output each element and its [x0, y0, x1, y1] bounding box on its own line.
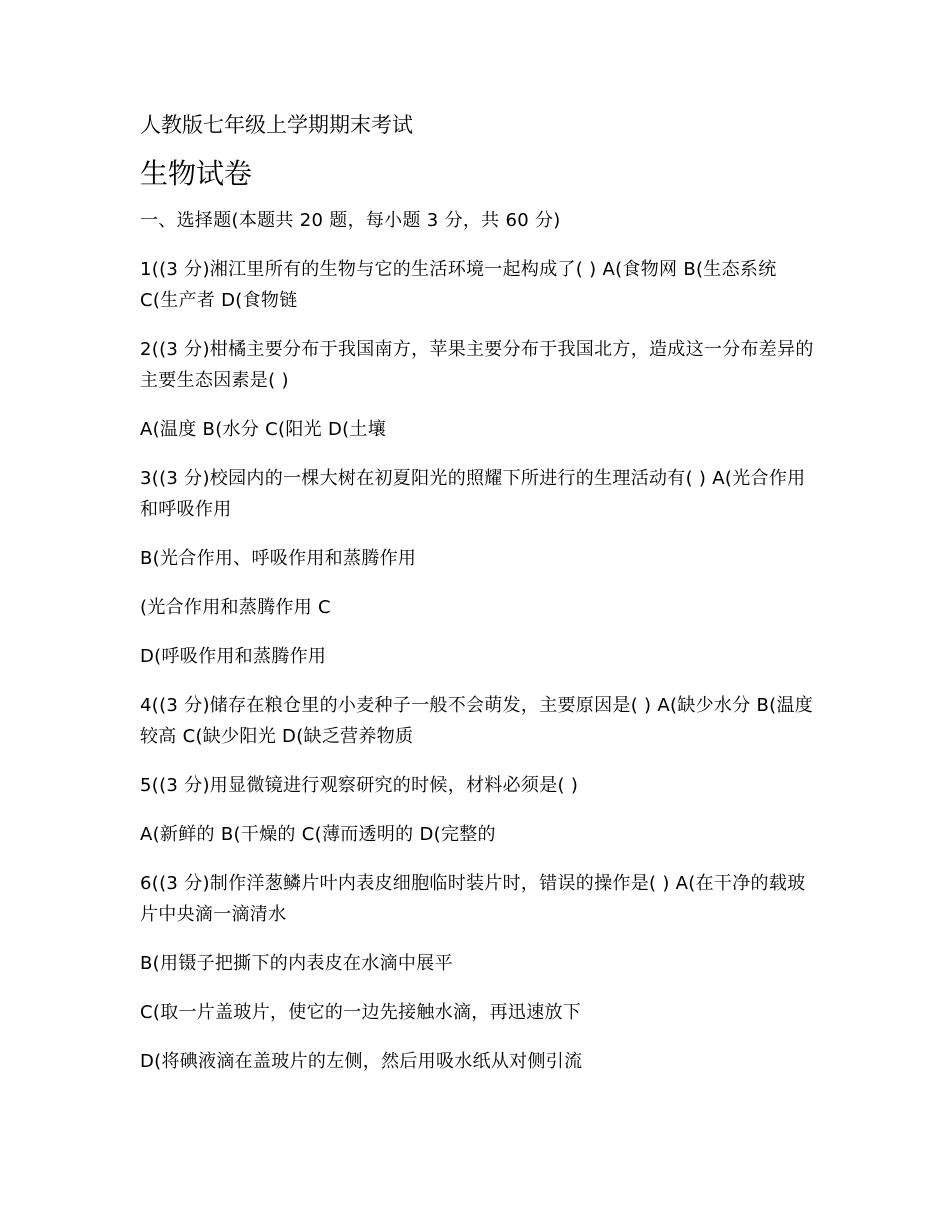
- question-3: 3((3 分)校园内的一棵大树在初夏阳光的照耀下所进行的生理活动有( ) A(光合作用和呼吸作用: [140, 467, 806, 520]
- document-page: [140, 110, 820, 1095]
- question-2: 2((3 分)柑橘主要分布于我国南方，苹果主要分布于我国北方，造成这一分布差异的主要生态因素是( ): [140, 338, 814, 391]
- question-list: [140, 254, 820, 1077]
- question-1: 1((3 分)湘江里所有的生物与它的生活环境一起构成了( ) A(食物网 B(生态系统 C(生产者 D(食物链: [140, 258, 777, 311]
- question-2-options: A(温度 B(水分 C(阳光 D(土壤: [140, 418, 387, 440]
- question-3-option-d: D(呼吸作用和蒸腾作用: [140, 645, 327, 667]
- exam-title: 人教版七年级上学期期末考试: [140, 113, 413, 137]
- section-heading: 一、选择题(本题共 20 题，每小题 3 分，共 60 分): [140, 209, 561, 231]
- question-6-option-d: D(将碘液滴在盖玻片的左侧，然后用吸水纸从对侧引流: [140, 1050, 583, 1072]
- question-6: 6((3 分)制作洋葱鳞片叶内表皮细胞临时装片时，错误的操作是( ) A(在干净的载玻片中央滴一滴清水: [140, 872, 806, 925]
- question-6-option-b: B(用镊子把撕下的内表皮在水滴中展平: [140, 952, 453, 974]
- exam-subtitle: 生物试卷: [140, 156, 253, 190]
- question-3-option-c: (光合作用和蒸腾作用 C: [140, 596, 331, 618]
- question-5: 5((3 分)用显微镜进行观察研究的时候，材料必须是( ): [140, 774, 579, 796]
- question-3-option-b: B(光合作用、呼吸作用和蒸腾作用: [140, 547, 417, 569]
- question-4: 4((3 分)储存在粮仓里的小麦种子一般不会萌发，主要原因是( ) A(缺少水分 B(温度较高 C(缺少阳光 D(缺乏营养物质: [140, 694, 814, 747]
- question-5-options: A(新鲜的 B(干燥的 C(薄而透明的 D(完整的: [140, 823, 496, 845]
- question-6-option-c: C(取一片盖玻片，使它的一边先接触水滴，再迅速放下: [140, 1001, 582, 1023]
